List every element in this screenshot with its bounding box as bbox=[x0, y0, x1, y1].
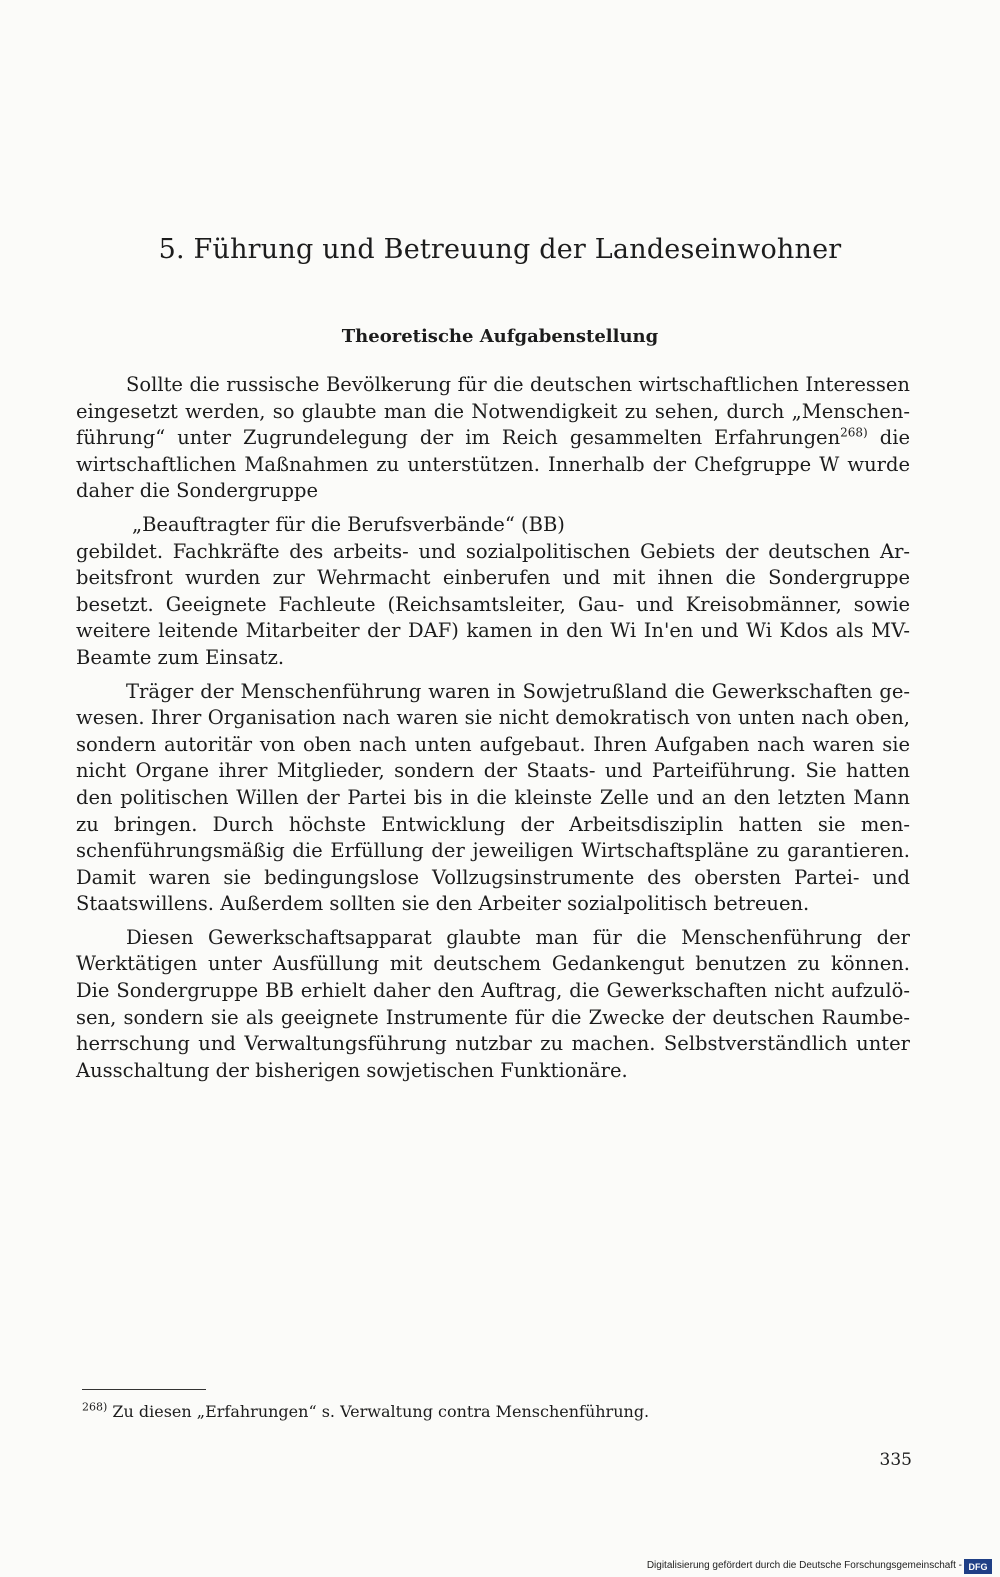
paragraph-1 bbox=[76, 372, 910, 505]
footnote-text: Zu diesen „Erfahrungen“ s. Verwaltung contra Menschenführung. bbox=[107, 1402, 650, 1421]
dfg-logo: DFG bbox=[964, 1559, 992, 1574]
digitization-credit: Digitalisierung gefördert durch die Deutsche Forschungsgemeinschaft - bbox=[646, 1560, 962, 1571]
chapter-title: 5. Führung und Betreuung der Landeseinwohner bbox=[158, 234, 842, 265]
footnote-divider bbox=[82, 1389, 206, 1390]
paragraph-3: Diesen Gewerkschaftsapparat glaubte man für die Menschenführung der Werktätigen unter Ausfüllung mit deutschem Gedankengut benutzen zu können. Die Sondergruppe BB erhielt daher den Auftrag, die Gewerkschaften nicht aufzulösen, sondern sie als geeignete Instrumente für die Zwecke der deutschen Raumbeherrschung und Verwaltungsführung nutzbar zu machen. Selbstverständlich unter Ausschaltung der bisherigen sowjetischen Funktionäre. bbox=[76, 925, 910, 1082]
body-text bbox=[76, 372, 910, 1091]
paragraph-1-continued: gebildet. Fachkräfte des arbeits- und sozialpolitischen Gebiets der deutschen Arbeitsfront wurden zur Wehrmacht einberufen und mit ihnen die Sondergruppe besetzt. Geeignete Fachleute (Reichsamtsleiter, Gau- und Kreisobmänner, sowie weitere leitende Mitarbeiter der DAF) kamen in den Wi In'en und Wi Kdos als MV-Beamte zum Einsatz. bbox=[76, 539, 910, 669]
section-title: Theoretische Aufgabenstellung bbox=[341, 326, 659, 347]
paragraph-1-text: Sollte die russische Bevölkerung für die deutschen wirtschaftlichen Interessen eingesetzt werden, so glaubte man die Notwendigkeit zu sehen, durch „Menschenführung“ unter Zugrundelegung der im Reich gesammelten Erfahrungen bbox=[76, 373, 910, 450]
special-line: „Beauftragter für die Berufsverbände“ (BB) bbox=[132, 512, 565, 536]
footnote bbox=[82, 1402, 902, 1422]
paragraph-2: Träger der Menschenführung waren in Sowjetrußland die Gewerkschaften gewesen. Ihrer Organisation nach waren sie nicht demokratisch von unten nach oben, sondern autoritär von oben nach unten aufgebaut. Ihren Aufgaben nach waren sie nicht Organe ihrer Mitglieder, sondern der Staats- und Parteiführung. Sie hatten den politischen Willen der Partei bis in die kleinste Zelle und an den letzten Mann zu bringen. Durch höchste Entwicklung der Arbeitsdisziplin hatten sie menschenführungsmäßig die Erfüllung der jeweiligen Wirtschaftspläne zu garantieren. Damit waren sie bedingungslose Vollzugsinstrumente des obersten Partei- und Staatswillens. Außerdem sollten sie den Arbeiter sozialpolitisch betreuen. bbox=[76, 679, 910, 916]
footnote-reference[interactable]: 268) bbox=[840, 425, 868, 440]
footnote-number: 268) bbox=[82, 1400, 108, 1414]
page-number: 335 bbox=[879, 1450, 912, 1470]
paragraph-1-end: die wirtschaftlichen Maßnahmen zu unterstützen. Innerhalb der Chefgruppe W wurde daher die Sondergruppe bbox=[76, 426, 910, 503]
